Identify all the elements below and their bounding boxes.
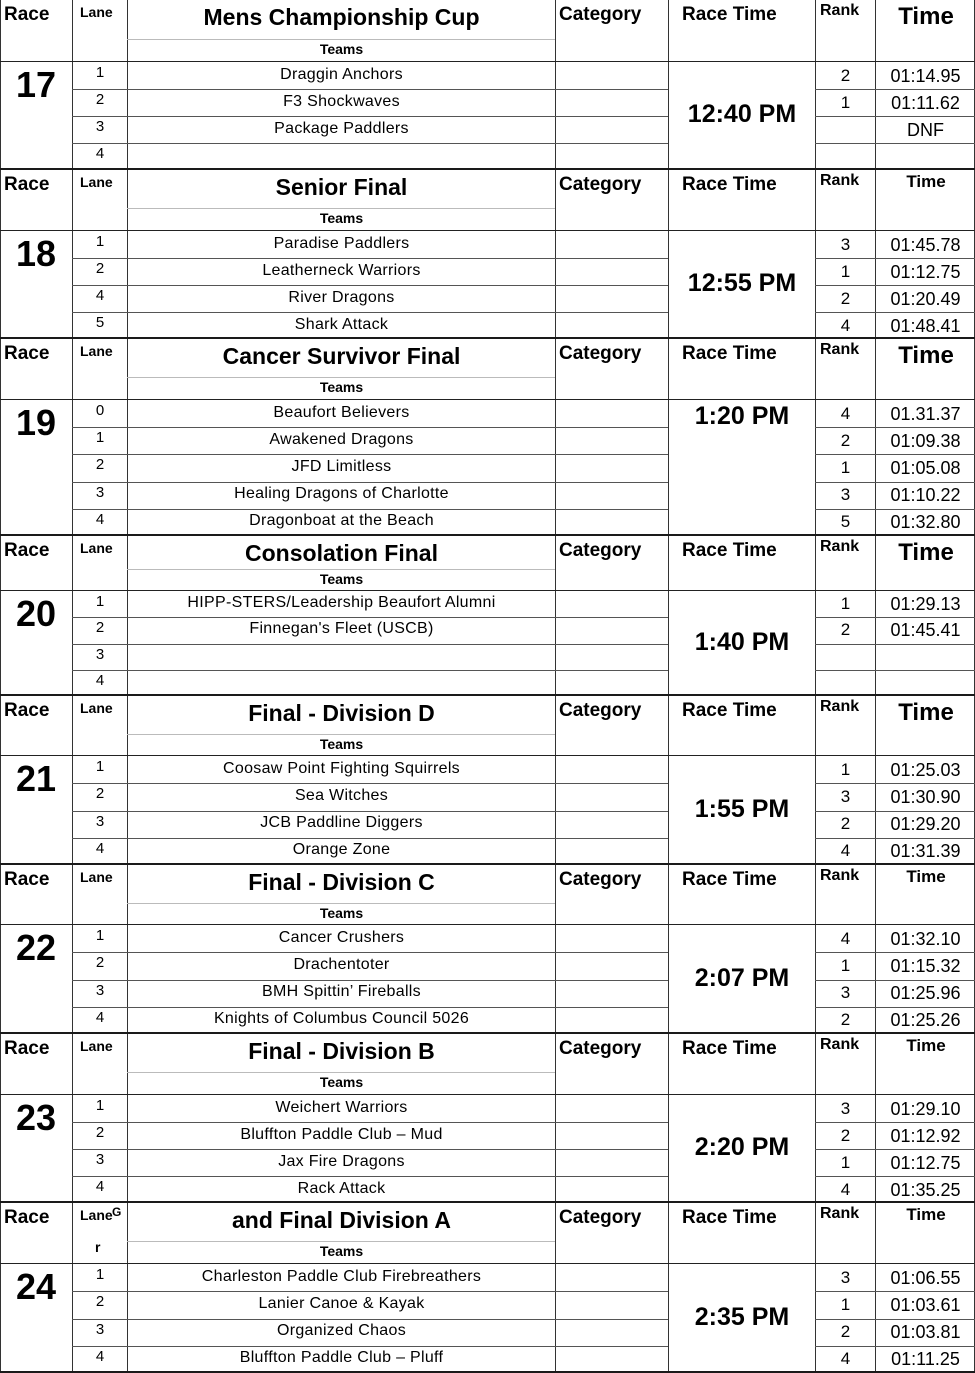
race-number: 21 <box>15 758 57 799</box>
row-divider <box>815 783 975 784</box>
team-name: Awakened Dragons <box>269 430 414 448</box>
race-start-time: 2:35 PM <box>694 1302 790 1331</box>
rank-value: 4 <box>840 315 851 335</box>
teams-header: Teams <box>319 571 364 587</box>
team-name: F3 Shockwaves <box>283 92 400 110</box>
lane-number: 1 <box>95 758 105 775</box>
race-start-time: 2:07 PM <box>694 963 790 992</box>
race-start-time: 1:20 PM <box>694 402 790 430</box>
race-number: 20 <box>15 593 57 634</box>
finish-time: 01:25.03 <box>890 759 961 780</box>
team-name: Draggin Anchors <box>280 65 403 83</box>
team-name: Knights of Columbus Council 5026 <box>213 1010 470 1028</box>
lane-number: 2 <box>95 260 105 277</box>
lane-number: 2 <box>95 91 105 108</box>
grid-column-line <box>668 1034 669 1201</box>
rank-value: 1 <box>840 1152 851 1172</box>
teams-header: Teams <box>319 210 364 226</box>
finish-time: 01:06.55 <box>890 1267 961 1288</box>
finish-time: 01.31.37 <box>890 403 961 424</box>
category-header: Category <box>559 869 642 890</box>
race-block <box>0 1203 975 1373</box>
row-divider <box>815 1346 975 1347</box>
time-header: Time <box>898 342 954 369</box>
grid-column-line <box>668 865 669 1032</box>
team-name: HIPP-STERS/Leadership Beaufort Alumni <box>187 594 496 612</box>
rank-value: 2 <box>840 1010 851 1030</box>
race-title: Senior Final <box>275 174 408 200</box>
grid-column-line <box>555 339 556 534</box>
lane-header: Lane <box>80 540 113 556</box>
team-name: Drachentoter <box>293 955 390 973</box>
team-name: Paradise Paddlers <box>273 234 410 252</box>
team-name: JCB Paddline Diggers <box>260 814 423 832</box>
lane-number: 4 <box>95 1008 105 1026</box>
teams-header: Teams <box>319 905 364 921</box>
lane-header: Lane <box>80 1207 113 1223</box>
team-name: Beaufort Believers <box>273 403 410 421</box>
row-divider <box>72 617 668 618</box>
row-divider <box>815 617 975 618</box>
finish-time: 01:10.22 <box>890 485 961 506</box>
row-divider <box>72 454 668 455</box>
teams-header: Teams <box>319 1243 364 1259</box>
row-divider <box>815 1319 975 1320</box>
race-title: Mens Championship Cup <box>203 4 480 30</box>
team-name: Cancer Crushers <box>278 928 405 946</box>
grid-column-line <box>668 536 669 694</box>
finish-time: 01:25.96 <box>890 983 961 1004</box>
row-divider <box>815 427 975 428</box>
row-divider <box>815 312 975 313</box>
race-header: Race <box>4 174 50 195</box>
race-title: Final - Division D <box>248 700 435 726</box>
teams-divider <box>127 734 555 735</box>
teams-header: Teams <box>319 1074 364 1090</box>
time-header: Time <box>898 3 954 30</box>
rank-value: 3 <box>840 1098 851 1118</box>
rank-value: 1 <box>840 955 851 975</box>
header-divider <box>0 1094 975 1095</box>
row-divider <box>815 670 975 671</box>
race-title: Final - Division B <box>248 1038 435 1064</box>
rank-value: 1 <box>840 759 851 779</box>
lane-number: 1 <box>95 1097 105 1114</box>
lane-number: 2 <box>95 456 105 474</box>
category-header: Category <box>559 540 642 561</box>
row-divider <box>72 312 668 313</box>
finish-time: 01:45.78 <box>890 234 961 255</box>
race-number: 22 <box>15 927 57 968</box>
lane-number: 2 <box>95 1124 105 1141</box>
rank-value: 2 <box>840 1322 851 1342</box>
race-header: Race <box>4 1207 50 1228</box>
lane-number: 4 <box>95 839 105 857</box>
race-block <box>0 170 975 339</box>
race-block <box>0 536 975 696</box>
row-divider <box>72 509 668 510</box>
lane-number: 4 <box>95 287 105 304</box>
team-name: Rack Attack <box>297 1179 386 1197</box>
time-header: Time <box>898 699 954 726</box>
row-divider <box>815 258 975 259</box>
race-header: Race <box>4 4 50 25</box>
team-name: BMH Spittin’ Fireballs <box>262 983 421 1001</box>
team-name: Weichert Warriors <box>275 1098 408 1116</box>
rank-header: Rank <box>820 538 860 555</box>
time-header: Time <box>906 1036 946 1055</box>
category-header: Category <box>559 700 642 721</box>
time-header: Time <box>906 172 946 191</box>
team-name: River Dragons <box>288 288 395 306</box>
team-name: Orange Zone <box>292 841 391 859</box>
rank-value: 2 <box>840 1125 851 1145</box>
lane-number: 1 <box>95 593 105 610</box>
race-time-header: Race Time <box>682 700 777 721</box>
row-divider <box>72 285 668 286</box>
finish-time: 01:12.75 <box>890 261 961 282</box>
rank-value: 3 <box>840 1267 851 1287</box>
header-divider <box>0 755 975 756</box>
finish-time: 01:25.26 <box>890 1010 961 1031</box>
row-divider <box>815 285 975 286</box>
finish-time: 01:48.41 <box>890 315 961 336</box>
lane-number: 3 <box>95 118 105 135</box>
rank-header: Rank <box>820 867 860 884</box>
rank-header: Rank <box>820 2 860 19</box>
row-divider <box>815 1291 975 1292</box>
lane-number: 3 <box>95 1151 105 1168</box>
lane-number: 0 <box>95 402 105 419</box>
lane-header-subscript: r <box>95 1239 101 1255</box>
race-time-header: Race Time <box>682 174 777 195</box>
lane-number: 4 <box>95 510 105 528</box>
finish-time: 01:15.32 <box>890 955 961 976</box>
row-divider <box>72 980 668 981</box>
category-header: Category <box>559 1207 642 1228</box>
row-divider <box>72 143 668 144</box>
teams-divider <box>127 569 555 570</box>
race-header: Race <box>4 343 50 364</box>
teams-divider <box>127 1241 555 1242</box>
race-time-header: Race Time <box>682 4 777 25</box>
finish-time: 01:09.38 <box>890 430 961 451</box>
teams-header: Teams <box>319 379 364 395</box>
race-block <box>0 1034 975 1203</box>
rank-value: 4 <box>840 403 851 423</box>
grid-column-line <box>668 339 669 534</box>
row-divider <box>72 1346 668 1347</box>
row-divider <box>72 427 668 428</box>
lane-number: 2 <box>95 954 105 972</box>
lane-number: 4 <box>95 1347 105 1365</box>
row-divider <box>72 1149 668 1150</box>
team-name: Bluffton Paddle Club – Mud <box>240 1125 443 1143</box>
rank-header: Rank <box>820 1205 860 1222</box>
race-number: 17 <box>15 64 57 105</box>
finish-time: 01:29.13 <box>890 594 961 615</box>
lane-number: 2 <box>95 619 105 637</box>
team-name: Coosaw Point Fighting Squirrels <box>223 759 460 777</box>
race-block <box>0 0 975 170</box>
header-divider <box>0 590 975 591</box>
grid-column-line <box>668 170 669 337</box>
rank-value: 2 <box>840 620 851 640</box>
finish-time: 01:35.25 <box>890 1179 961 1200</box>
rank-value: 2 <box>840 814 851 834</box>
row-divider <box>815 838 975 839</box>
race-block <box>0 339 975 536</box>
finish-time: 01:29.20 <box>890 814 961 835</box>
row-divider <box>72 952 668 953</box>
rank-value: 2 <box>840 430 851 450</box>
race-number: 23 <box>15 1097 57 1138</box>
row-divider <box>72 89 668 90</box>
row-divider <box>815 952 975 953</box>
finish-time: 01:11.62 <box>891 92 960 113</box>
rank-header: Rank <box>820 172 860 189</box>
row-divider <box>72 783 668 784</box>
team-name: Finnegan's Fleet (USCB) <box>249 620 434 638</box>
team-name: Jax Fire Dragons <box>278 1152 405 1170</box>
race-title: Cancer Survivor Final <box>222 343 461 369</box>
team-name: Package Paddlers <box>274 119 409 137</box>
finish-time: 01:30.90 <box>890 786 961 807</box>
rank-value: 3 <box>840 983 851 1003</box>
rank-value: 1 <box>840 92 851 112</box>
rank-value: 4 <box>840 841 851 861</box>
rank-value: 3 <box>840 485 851 505</box>
finish-time: 01:32.80 <box>890 512 961 533</box>
teams-divider <box>127 903 555 904</box>
lane-number: 1 <box>95 1266 105 1283</box>
lane-header: Lane <box>80 700 113 716</box>
finish-time: 01:20.49 <box>890 288 961 309</box>
rank-header: Rank <box>820 698 860 715</box>
team-name: Dragonboat at the Beach <box>249 512 434 530</box>
lane-number: 3 <box>95 812 105 830</box>
finish-time: 01:11.25 <box>891 1349 960 1370</box>
row-divider <box>72 811 668 812</box>
finish-time: 01:29.10 <box>890 1098 961 1119</box>
row-divider <box>815 454 975 455</box>
race-time-header: Race Time <box>682 1207 777 1228</box>
race-number: 24 <box>15 1266 57 1307</box>
race-start-time: 2:20 PM <box>694 1133 790 1161</box>
race-header: Race <box>4 700 50 721</box>
grid-column-line <box>668 1203 669 1371</box>
finish-time: 01:14.95 <box>890 65 961 86</box>
row-divider <box>815 143 975 144</box>
row-divider <box>72 644 668 645</box>
row-divider <box>72 482 668 483</box>
race-title: Consolation Final <box>245 540 438 566</box>
lane-header: Lane <box>80 869 113 885</box>
row-divider <box>72 1007 668 1008</box>
lane-number: 4 <box>95 1178 105 1195</box>
row-divider <box>72 116 668 117</box>
lane-number: 1 <box>95 429 105 447</box>
rank-value: 4 <box>840 1349 851 1369</box>
race-start-time: 1:40 PM <box>694 627 790 656</box>
header-divider <box>0 230 975 231</box>
row-divider <box>815 1149 975 1150</box>
rank-value: 4 <box>840 928 851 948</box>
finish-time: 01:05.08 <box>890 458 961 478</box>
row-divider <box>72 1122 668 1123</box>
rank-value: 5 <box>840 512 851 532</box>
team-name: Charleston Paddle Club Firebreathers <box>201 1267 482 1285</box>
row-divider <box>815 644 975 645</box>
row-divider <box>815 1122 975 1123</box>
lane-number: 5 <box>95 314 105 331</box>
category-header: Category <box>559 1038 642 1059</box>
rank-value: 3 <box>840 234 851 254</box>
time-header: Time <box>906 867 946 886</box>
row-divider <box>815 811 975 812</box>
teams-header: Teams <box>319 41 364 57</box>
finish-time: 01:03.81 <box>890 1322 961 1343</box>
rank-value: 2 <box>840 288 851 308</box>
finish-time: 01:03.61 <box>890 1294 961 1315</box>
header-divider <box>0 1263 975 1264</box>
race-start-time: 1:55 PM <box>694 794 790 823</box>
time-header: Time <box>906 1205 946 1224</box>
category-header: Category <box>559 174 642 195</box>
rank-value: 1 <box>840 261 851 281</box>
rank-value: 4 <box>840 1179 851 1199</box>
row-divider <box>72 1291 668 1292</box>
lane-number: 3 <box>95 981 105 999</box>
race-title: Final - Division C <box>248 869 435 895</box>
lane-number: 4 <box>95 145 105 162</box>
header-divider <box>0 399 975 400</box>
team-name: JFD Limitless <box>291 458 392 475</box>
finish-time: 01:12.75 <box>890 1152 961 1173</box>
row-divider <box>815 482 975 483</box>
lane-number: 3 <box>95 645 105 663</box>
rank-value: 2 <box>840 65 851 85</box>
row-divider <box>815 89 975 90</box>
teams-divider <box>127 208 555 209</box>
category-header: Category <box>559 343 642 364</box>
team-name: Bluffton Paddle Club – Pluff <box>239 1349 444 1367</box>
race-time-header: Race Time <box>682 1038 777 1059</box>
finish-time: 01:31.39 <box>890 841 961 862</box>
race-header: Race <box>4 1038 50 1059</box>
race-header: Race <box>4 869 50 890</box>
rank-value: 1 <box>840 1294 851 1314</box>
race-time-header: Race Time <box>682 343 777 364</box>
lane-number: 4 <box>95 671 105 689</box>
header-divider <box>0 61 975 62</box>
lane-number: 2 <box>95 1293 105 1311</box>
lane-header: Lane <box>80 343 113 359</box>
row-divider <box>72 258 668 259</box>
grid-column-line <box>668 696 669 863</box>
row-divider <box>815 980 975 981</box>
team-name: Healing Dragons of Charlotte <box>234 485 449 503</box>
time-header: Time <box>898 539 954 566</box>
row-divider <box>72 670 668 671</box>
row-divider <box>72 1319 668 1320</box>
lane-number: 2 <box>95 785 105 803</box>
team-name: Sea Witches <box>294 786 389 804</box>
teams-divider <box>127 39 555 40</box>
lane-header: Lane <box>80 4 113 20</box>
lane-number: 1 <box>95 927 105 944</box>
teams-header: Teams <box>319 736 364 752</box>
rank-value: 3 <box>840 786 851 806</box>
header-divider <box>0 924 975 925</box>
team-name: Leatherneck Warriors <box>262 261 421 279</box>
race-start-time: 12:40 PM <box>687 100 797 128</box>
row-divider <box>815 509 975 510</box>
lane-header-superscript: G <box>112 1205 122 1219</box>
row-divider <box>815 1007 975 1008</box>
team-name: Organized Chaos <box>276 1322 406 1340</box>
lane-header: Lane <box>80 174 113 190</box>
race-block <box>0 865 975 1034</box>
race-start-time: 12:55 PM <box>687 269 797 297</box>
team-name: Lanier Canoe & Kayak <box>258 1294 425 1312</box>
race-number: 18 <box>15 233 57 274</box>
rank-header: Rank <box>820 341 860 358</box>
rank-value: 1 <box>840 458 851 477</box>
lane-header: Lane <box>80 1038 113 1054</box>
category-header: Category <box>559 4 642 25</box>
finish-time: 01:32.10 <box>890 928 961 949</box>
teams-divider <box>127 377 555 378</box>
finish-time: DNF <box>907 119 944 140</box>
lane-number: 1 <box>95 233 105 250</box>
lane-number: 3 <box>95 483 105 501</box>
row-divider <box>72 838 668 839</box>
rank-value: 1 <box>840 594 851 614</box>
race-title: and Final Division A <box>232 1207 451 1233</box>
grid-column-line <box>668 0 669 168</box>
finish-time: 01:45.41 <box>890 620 961 641</box>
race-time-header: Race Time <box>682 869 777 890</box>
race-number: 19 <box>15 402 57 443</box>
lane-number: 3 <box>95 1320 105 1338</box>
finish-time: 01:12.92 <box>890 1125 961 1146</box>
lane-number: 1 <box>95 64 105 81</box>
row-divider <box>815 1176 975 1177</box>
grid-column-line <box>72 339 73 534</box>
row-divider <box>815 116 975 117</box>
race-block <box>0 696 975 865</box>
race-header: Race <box>4 540 50 561</box>
rank-header: Rank <box>820 1036 860 1053</box>
teams-divider <box>127 1072 555 1073</box>
race-time-header: Race Time <box>682 540 777 561</box>
row-divider <box>72 1176 668 1177</box>
team-name: Shark Attack <box>294 315 389 333</box>
